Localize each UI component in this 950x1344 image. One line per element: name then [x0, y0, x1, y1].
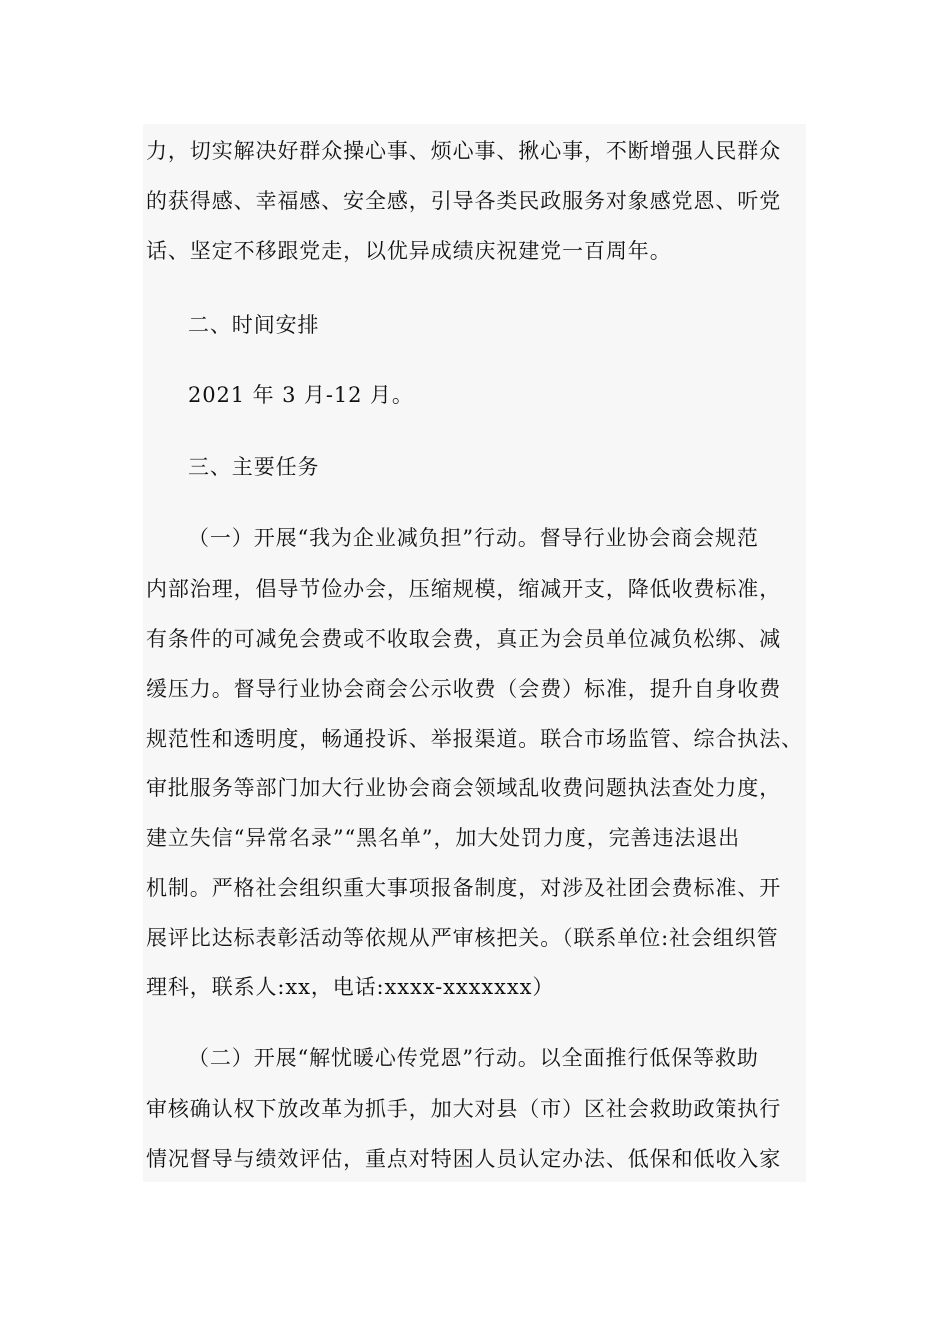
- document-text-block: [143, 124, 806, 1182]
- paragraph-line: 的获得感、幸福感、安全感，引导各类民政服务对象感党恩、听党: [146, 189, 782, 213]
- paragraph-line: 理科，联系人:xx，电话:xxxx-xxxxxxx）: [146, 975, 555, 999]
- paragraph-line: 建立失信“异常名录”“黑名单”，加大处罚力度，完善违法退出: [146, 826, 741, 850]
- paragraph-line: 力，切实解决好群众操心事、烦心事、揪心事，不断增强人民群众: [146, 139, 782, 163]
- section-heading: 二、时间安排: [188, 313, 320, 337]
- paragraph-line: （一）开展“我为企业减负担”行动。督导行业协会商会规范: [188, 526, 759, 550]
- section-heading: 三、主要任务: [188, 455, 320, 479]
- paragraph-line: 内部治理，倡导节俭办会，压缩规模，缩减开支，降低收费标准，: [146, 577, 782, 601]
- paragraph-line: 审批服务等部门加大行业协会商会领域乱收费问题执法查处力度，: [146, 776, 782, 800]
- paragraph-line: 情况督导与绩效评估，重点对特困人员认定办法、低保和低收入家: [146, 1147, 782, 1171]
- paragraph-line: （二）开展“解忧暖心传党恩”行动。以全面推行低保等救助: [188, 1046, 759, 1070]
- paragraph-line: 审核确认权下放改革为抓手，加大对县（市）区社会救助政策执行: [146, 1097, 782, 1121]
- paragraph-line: 展评比达标表彰活动等依规从严审核把关。（联系单位:社会组织管: [146, 926, 779, 950]
- paragraph-line: 有条件的可减免会费或不收取会费，真正为会员单位减负松绑、减: [146, 627, 782, 651]
- paragraph-line: 2021 年 3 月-12 月。: [188, 383, 414, 407]
- paragraph-line: 规范性和透明度，畅通投诉、举报渠道。联合市场监管、综合执法、: [146, 727, 803, 751]
- paragraph-line: 机制。严格社会组织重大事项报备制度，对涉及社团会费标准、开: [146, 876, 782, 900]
- paragraph-line: 话、坚定不移跟党走，以优异成绩庆祝建党一百周年。: [146, 239, 672, 263]
- paragraph-line: 缓压力。督导行业协会商会公示收费（会费）标准，提升自身收费: [146, 677, 782, 701]
